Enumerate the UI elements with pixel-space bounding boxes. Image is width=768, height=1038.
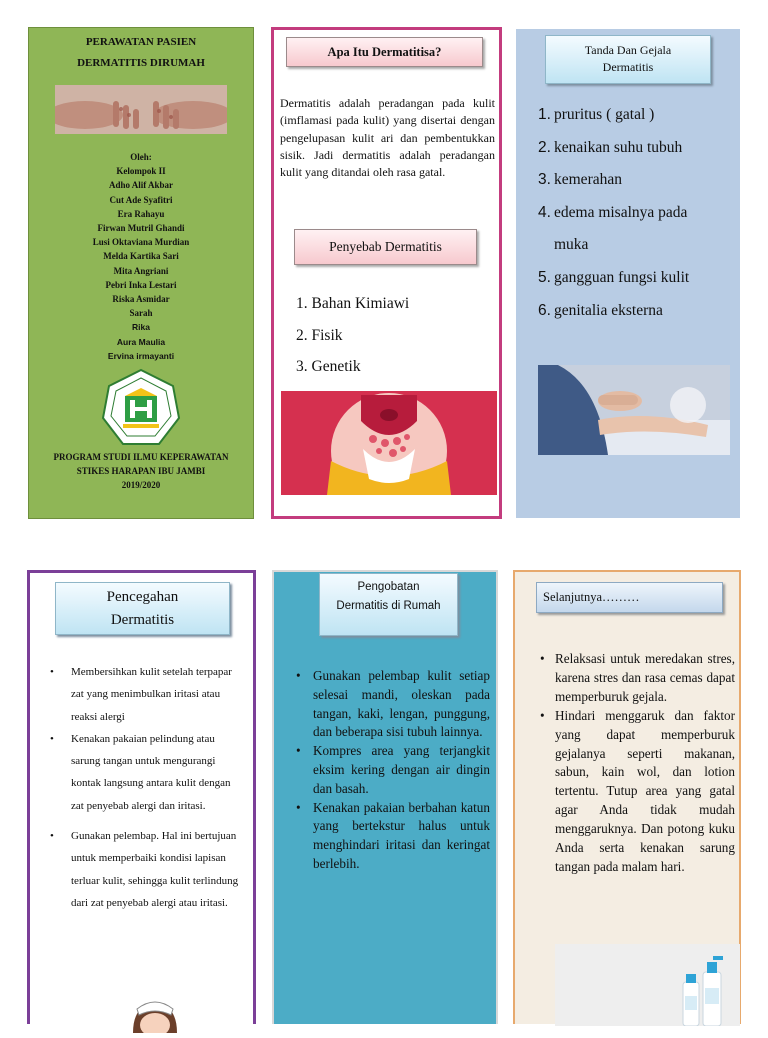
next-step-item: • Hindari menggaruk dan faktor yang dapat memperburuk gejalanya seperti makanan, sabun, kain wol, dan lotion tertentu. Tutup area yang gatal agar Anda tidak mudah menggaruknya. Dan potong kuku Anda serta kenakan sarung tangan pada malam hari. bbox=[527, 707, 735, 877]
author-name: Riska Asmidar bbox=[112, 294, 170, 305]
symptoms-panel bbox=[516, 29, 740, 518]
scratching-arm-photo bbox=[538, 365, 730, 455]
cause-item: 2. Fisik bbox=[296, 326, 343, 344]
symptom-item: 3. kemerahan bbox=[538, 171, 622, 189]
next-step-item: • Relaksasi untuk meredakan stres, karena stres dan rasa cemas dapat memperburuk gejala. bbox=[527, 650, 735, 707]
treatment-item: • Kompres area yang terjangkit eksim kering dengan air dingin dan basah. bbox=[290, 742, 490, 798]
prevention-item: • Kenakan pakaian pelindung atau sarung tangan untuk mengurangi kontak langsung antara kulit dengan zat penyebab alergi dan iritasi. bbox=[38, 728, 243, 817]
nurse-illustration bbox=[125, 993, 185, 1033]
lotion-bottle-icon bbox=[555, 944, 740, 1026]
brochure-title: PERAWATAN PASIEN DERMATITIS DIRUMAH bbox=[77, 36, 205, 69]
author-name: Adho Alif Akbar bbox=[108, 180, 174, 191]
causes-heading: Penyebab Dermatitis bbox=[294, 229, 477, 265]
author-name: Mita Angriani bbox=[113, 265, 169, 276]
hands-illustration bbox=[55, 85, 227, 134]
symptom-item: 2. kenaikan suhu tubuh bbox=[538, 138, 683, 156]
author-name: Lusi Oktaviana Murdian bbox=[92, 237, 190, 248]
home-treatment-panel bbox=[272, 570, 498, 1024]
scratching-arm-icon bbox=[538, 365, 730, 455]
treatment-heading: Pengobatan Dermatitis di Rumah bbox=[319, 573, 458, 636]
program-footer: PROGRAM STUDI ILMU KEPERAWATAN STIKES HARAPAN IBU JAMBI 2019/2020 bbox=[53, 452, 229, 490]
definition-paragraph: Dermatitis adalah peradangan pada kulit (imflamasi pada kulit) yang disertai dengan pengelupasan kulit ari dan pembentukkan sisik. Jadi dermatitis adalah peradangan kulit yang ditandai oleh rasa gatal. bbox=[280, 96, 495, 180]
lotion-bottles-photo bbox=[555, 944, 740, 1026]
symptoms-list bbox=[538, 99, 689, 327]
treatment-item: • Gunakan pelembap kulit setiap selesai mandi, oleskan pada tangan, kaki, lengan, punggung, dan beberapa sisi tubuh lainnya. bbox=[290, 667, 490, 742]
author-name: Era Rahayu bbox=[117, 208, 165, 219]
prevention-item: • Gunakan pelembap. Hal ini bertujuan untuk memperbaiki kondisi lapisan terluar kulit, sehingga kulit terlindung dari zat penyebab alergi atau iritasi. bbox=[38, 825, 243, 914]
author-list bbox=[29, 150, 253, 363]
next-steps-heading: Selanjutnya……… bbox=[536, 582, 723, 613]
definition-panel bbox=[271, 27, 502, 519]
author-name: Ervina irmayanti bbox=[107, 350, 175, 361]
author-name: Sarah bbox=[129, 308, 153, 319]
symptom-item-continued: muka bbox=[554, 236, 589, 254]
author-name: Firwan Mutril Ghandi bbox=[97, 223, 185, 234]
next-steps-panel bbox=[513, 570, 741, 1024]
cover-panel bbox=[28, 27, 254, 519]
symptom-item: 4. edema misalnya pada bbox=[538, 203, 688, 221]
next-steps-list bbox=[527, 650, 735, 877]
neck-rash-illustration bbox=[281, 391, 497, 495]
prevention-heading: Pencegahan Dermatitis bbox=[55, 582, 230, 635]
definition-heading: Apa Itu Dermatitisa? bbox=[286, 37, 483, 67]
hands-photo bbox=[55, 85, 227, 134]
author-name: Rika bbox=[132, 322, 150, 333]
authors-heading: Oleh: bbox=[130, 152, 152, 162]
symptom-item: 5. gangguan fungsi kulit bbox=[538, 268, 690, 286]
author-name: Melda Kartika Sari bbox=[103, 251, 179, 262]
author-name: Pebri Inka Lestari bbox=[105, 279, 177, 290]
cause-item: 1. Bahan Kimiawi bbox=[296, 295, 410, 312]
nurse-icon bbox=[125, 993, 185, 1033]
symptoms-heading: Tanda Dan Gejala Dermatitis bbox=[545, 35, 711, 84]
causes-list bbox=[296, 288, 409, 383]
prevention-item: • Membersihkan kulit setelah terpapar zat yang menimbulkan iritasi atau reaksi alergi bbox=[38, 661, 243, 728]
prevention-panel bbox=[27, 570, 256, 1024]
symptom-item: 1. pruritus ( gatal ) bbox=[538, 106, 655, 123]
author-name: Kelompok II bbox=[116, 166, 166, 177]
institution-logo bbox=[101, 368, 181, 448]
symptom-item: 6. genitalia eksterna bbox=[538, 301, 663, 319]
author-name: Cut Ade Syafitri bbox=[109, 194, 173, 205]
logo-emblem-icon bbox=[101, 368, 181, 448]
author-name: Aura Maulia bbox=[116, 336, 166, 347]
treatment-list bbox=[290, 667, 490, 874]
rash-illustration-icon bbox=[281, 391, 497, 495]
treatment-item: • Kenakan pakaian berbahan katun yang bertekstur halus untuk menghindari iritasi dan keringat berlebih. bbox=[290, 799, 490, 874]
prevention-list bbox=[38, 661, 243, 914]
cause-item: 3. Genetik bbox=[296, 358, 361, 375]
